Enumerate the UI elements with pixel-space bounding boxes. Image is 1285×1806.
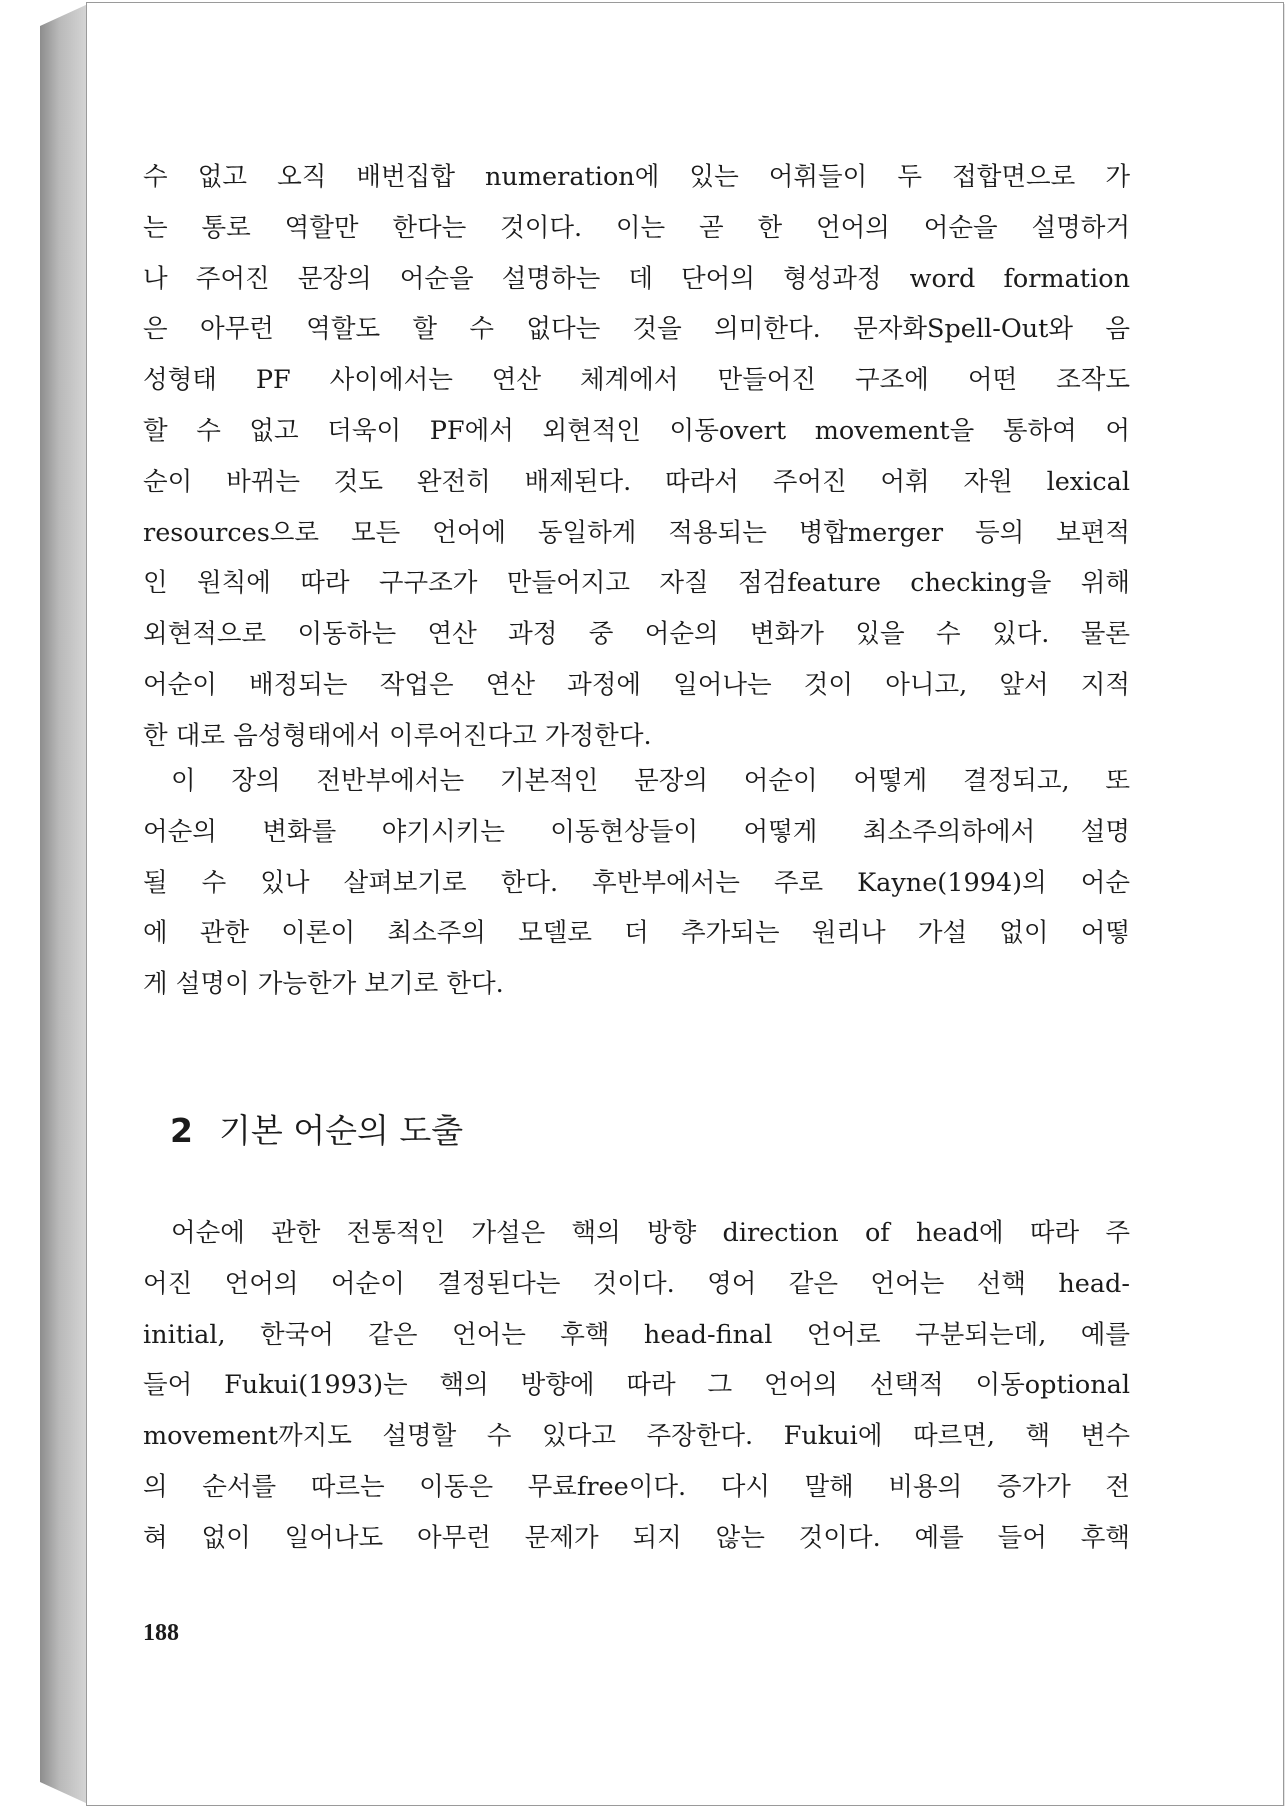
text-line: 외현적으로 이동하는 연산 과정 중 어순의 변화가 있을 수 있다. 물론 (143, 619, 1130, 650)
paragraph-1 (143, 152, 1130, 762)
text-line: 는 통로 역할만 한다는 것이다. 이는 곧 한 언어의 어순을 설명하거 (143, 212, 1130, 243)
text-line: 어순이 배정되는 작업은 연산 과정에 일어나는 것이 아니고, 앞서 지적 (143, 669, 1130, 700)
text-line: 될 수 있나 살펴보기로 한다. 후반부에서는 주로 Kayne(1994)의 어순 (143, 867, 1130, 898)
section-heading (170, 1105, 463, 1152)
text-line: 나 주어진 문장의 어순을 설명하는 데 단어의 형성과정 word formation (143, 263, 1130, 294)
text-line: 할 수 없고 더욱이 PF에서 외현적인 이동overt movement을 통하여 어 (143, 415, 1130, 446)
section-number: 2 (170, 1111, 193, 1150)
text-line: 의 순서를 따르는 이동은 무료free이다. 다시 말해 비용의 증가가 전 (143, 1471, 1130, 1502)
text-line: 어진 언어의 어순이 결정된다는 것이다. 영어 같은 언어는 선핵 head- (143, 1268, 1130, 1299)
text-line: 이 장의 전반부에서는 기본적인 문장의 어순이 어떻게 결정되고, 또 (171, 766, 1130, 796)
text-line: initial, 한국어 같은 언어는 후핵 head-final 언어로 구분되는데, 예를 (143, 1319, 1130, 1350)
text-line: 성형태 PF 사이에서는 연산 체계에서 만들어진 구조에 어떤 조작도 (143, 365, 1130, 396)
text-line: 순이 바뀌는 것도 완전히 배제된다. 따라서 주어진 어휘 자원 lexical (143, 466, 1130, 497)
text-line: 들어 Fukui(1993)는 핵의 방향에 따라 그 언어의 선택적 이동optional (143, 1370, 1130, 1401)
text-line: 수 없고 오직 배번집합 numeration에 있는 어휘들이 두 접합면으로 가 (143, 162, 1130, 192)
page-number: 188 (143, 1620, 179, 1646)
book-spine (40, 4, 88, 1804)
text-line: 한 대로 음성형태에서 이루어진다고 가정한다. (143, 720, 652, 751)
text-line: 인 원칙에 따라 구구조가 만들어지고 자질 점검feature checking을 위해 (143, 568, 1130, 599)
paragraph-2 (143, 756, 1130, 1010)
text-line: 게 설명이 가능한가 보기로 한다. (143, 969, 504, 1000)
text-line: 어순의 변화를 야기시키는 이동현상들이 어떻게 최소주의하에서 설명 (143, 816, 1130, 847)
text-line: movement까지도 설명할 수 있다고 주장한다. Fukui에 따르면, 핵 변수 (143, 1421, 1130, 1452)
text-line: 에 관한 이론이 최소주의 모델로 더 추가되는 원리나 가설 없이 어떻 (143, 918, 1130, 949)
section-title: 기본 어순의 도출 (218, 1111, 464, 1150)
text-line: 혀 없이 일어나도 아무런 문제가 되지 않는 것이다. 예를 들어 후핵 (143, 1522, 1130, 1553)
paragraph-3 (143, 1208, 1130, 1564)
text-line: resources으로 모든 언어에 동일하게 적용되는 병합merger 등의 보편적 (143, 517, 1130, 548)
text-line: 어순에 관한 전통적인 가설은 핵의 방향 direction of head에 따라 주 (171, 1218, 1130, 1248)
text-line: 은 아무런 역할도 할 수 없다는 것을 의미한다. 문자화Spell-Out와 음 (143, 314, 1130, 345)
